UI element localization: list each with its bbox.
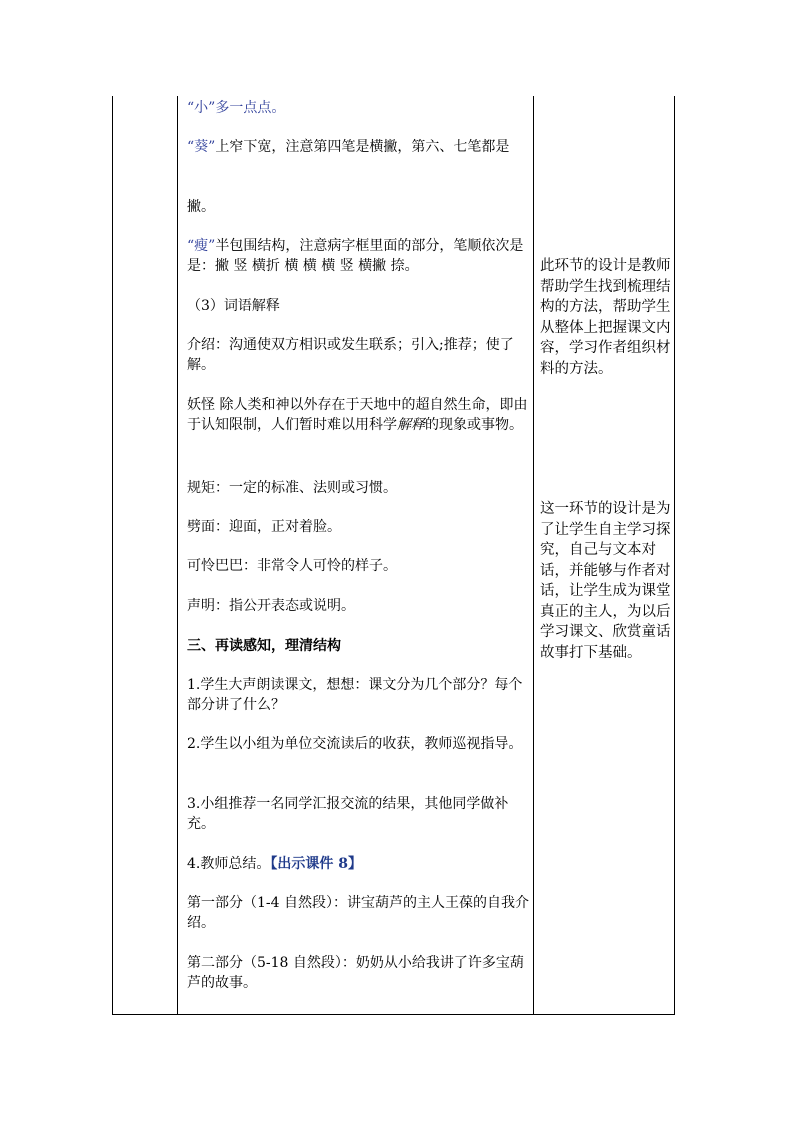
text-run: 妖怪 除人类和神以外存在于天地中的超自然生命，即由于认知限制，人们暂时难以用科学 [187,397,528,433]
text-run: 劈面：迎面，正对着脸。 [187,519,341,535]
table-border-right [674,96,675,1015]
content-line [187,854,532,874]
content-line [187,98,532,118]
text-run: “葵” [187,139,216,155]
text-run: 【出示课件 8】 [270,856,362,872]
text-run: 声明：指公开表态或说明。 [187,598,355,614]
content-line [187,893,532,933]
content-line [187,675,532,715]
text-run: （3）词语解释 [187,298,280,314]
text-run: 三、再读感知，理清结构 [187,638,341,654]
content-line [187,137,532,157]
text-run: “瘦” [187,238,216,254]
text-run: 3.小组推荐一名同学汇报交流的结果，其他同学做补充。 [187,796,509,832]
content-line [187,734,532,754]
content-line [187,794,532,834]
text-run: 解释 [397,417,425,433]
content-line [187,556,532,576]
table-divider-1 [177,96,178,1015]
text-run: “小”多一点点。 [187,100,286,116]
content-line [187,517,532,537]
content-line [187,296,532,316]
text-run: 的现象或事物。 [425,417,523,433]
text-run: 半包围结构，注意病字框里面的部分，笔顺依次是是：撇 竖 横折 横 横 横 竖 横撇 捺。 [187,238,524,274]
text-run: 1.学生大声朗读课文，想想：课文分为几个部分？每个部分讲了什么？ [187,677,523,713]
text-run: 撇。 [187,199,215,215]
lesson-table [112,96,675,1015]
design-note-1: 此环节的设计是教师帮助学生找到梳理结构的方法，帮助学生从整体上把握课文内容，学习作者组织材料的方法。 [540,258,671,377]
content-line [187,395,532,435]
table-border-bottom [112,1014,675,1015]
text-run: 4.教师总结。 [187,856,271,872]
text-run: 2.学生以小组为单位交流读后的收获，教师巡视指导。 [187,736,523,752]
content-line [187,596,532,616]
text-run: 可怜巴巴：非常令人可怜的样子。 [187,558,397,574]
design-note-2: 这一环节的设计是为了让学生自主学习探究，自己与文本对话，并能够与作者对话，让学生成为课堂真正的主人，为以后学习课文、欣赏童话故事打下基础。 [540,501,671,661]
content-line [187,236,532,276]
content-line [187,478,532,498]
text-run: 第一部分（1-4 自然段）：讲宝葫芦的主人王葆的自我介绍。 [187,895,529,931]
text-run: 第二部分（5-18 自然段）：奶奶从小给我讲了许多宝葫芦的故事。 [187,955,524,991]
text-run: 介绍：沟通使双方相识或发生联系；引入;推荐；使了解。 [187,337,514,373]
content-line [187,335,532,375]
table-divider-2 [533,96,534,1015]
content-line [187,953,532,993]
text-run: 上窄下宽，注意第四笔是横撇，第六、七笔都是 [215,139,510,155]
section-heading [187,636,532,656]
content-line [187,197,532,217]
text-run: 规矩：一定的标准、法则或习惯。 [187,480,397,496]
table-border-left [112,96,113,1015]
